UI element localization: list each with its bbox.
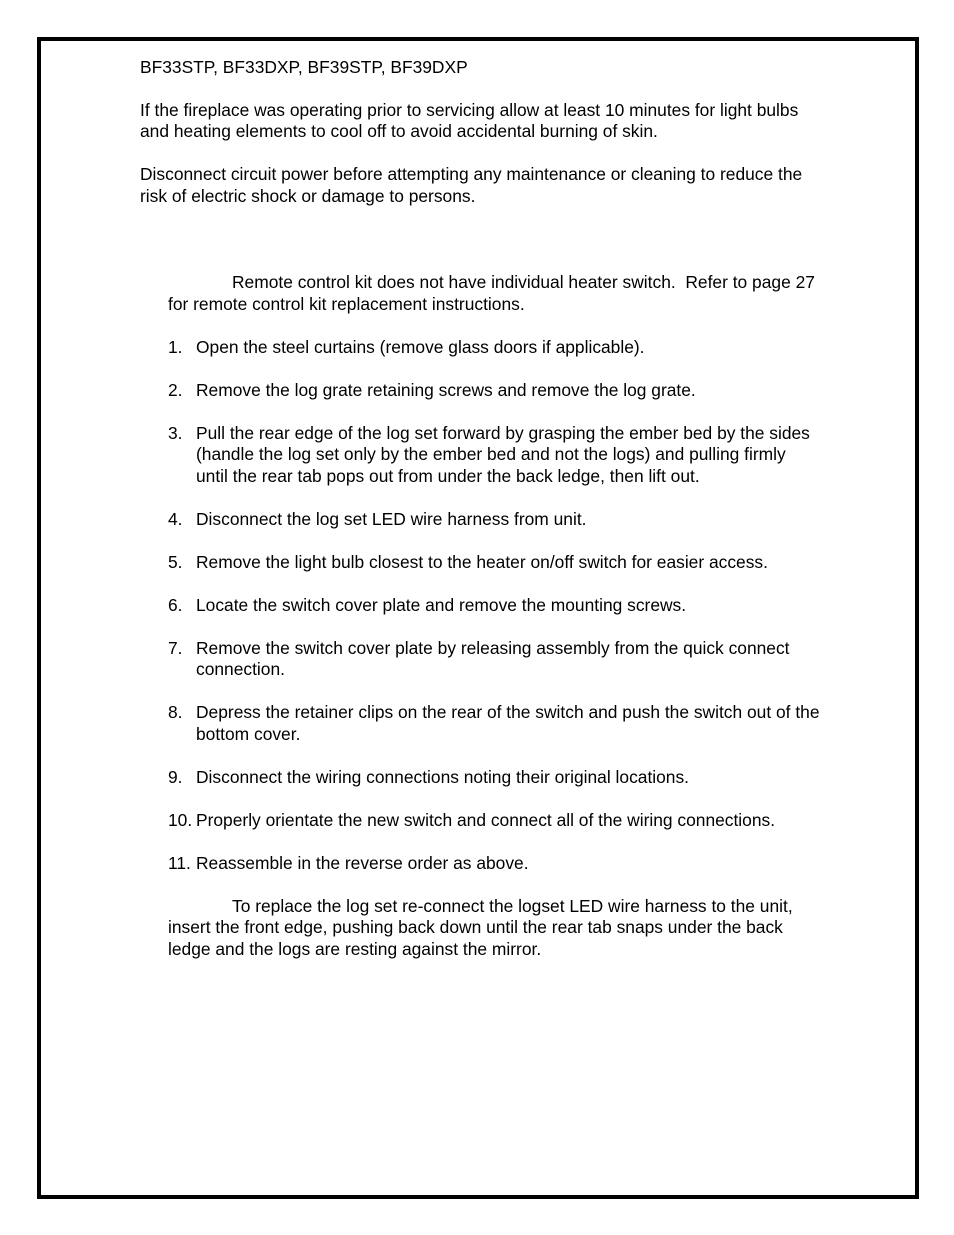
step-text: Depress the retainer clips on the rear of the switch and push the switch out of the bbox=[196, 702, 820, 722]
step-text: Pull the rear edge of the log set forward by grasping the ember bed by the sides bbox=[196, 423, 810, 443]
step-text: until the rear tab pops out from under the back ledge, then lift out. bbox=[196, 466, 700, 486]
cool-off-warning-line-2: and heating elements to cool off to avoid accidental burning of skin. bbox=[140, 121, 658, 141]
step-number: 7. bbox=[168, 638, 183, 658]
step-number: 4. bbox=[168, 509, 183, 529]
step-number: 2. bbox=[168, 380, 183, 400]
step-number: 6. bbox=[168, 595, 183, 615]
step-text: Disconnect the log set LED wire harness from unit. bbox=[196, 509, 587, 529]
step-text: Remove the light bulb closest to the heater on/off switch for easier access. bbox=[196, 552, 768, 572]
page-border bbox=[37, 37, 919, 1199]
disconnect-power-warning-line-1: Disconnect circuit power before attempting any maintenance or cleaning to reduce the bbox=[140, 164, 803, 184]
step-text: Properly orientate the new switch and connect all of the wiring connections. bbox=[196, 810, 776, 830]
step-text: Locate the switch cover plate and remove the mounting screws. bbox=[196, 595, 687, 615]
model-list-header: BF33STP, BF33DXP, BF39STP, BF39DXP bbox=[140, 57, 468, 77]
step-text: (handle the log set only by the ember bed and not the logs) and pulling firmly bbox=[196, 444, 786, 464]
step-text: Reassemble in the reverse order as above. bbox=[196, 853, 529, 873]
step-text: Remove the log grate retaining screws and remove the log grate. bbox=[196, 380, 696, 400]
remote-note-line-2: for remote control kit replacement instructions. bbox=[168, 294, 525, 314]
remote-note-line-1: Remote control kit does not have individual heater switch. Refer to page 27 bbox=[232, 272, 815, 292]
disconnect-power-warning-line-2: risk of electric shock or damage to persons. bbox=[140, 186, 476, 206]
step-text: bottom cover. bbox=[196, 724, 301, 744]
step-number: 10. bbox=[168, 810, 193, 830]
step-text: connection. bbox=[196, 659, 285, 679]
closing-note-line-3: ledge and the logs are resting against the mirror. bbox=[168, 939, 542, 959]
cool-off-warning-line-1: If the fireplace was operating prior to servicing allow at least 10 minutes for light bulbs bbox=[140, 100, 799, 120]
step-text: Open the steel curtains (remove glass doors if applicable). bbox=[196, 337, 645, 357]
step-text: Remove the switch cover plate by releasing assembly from the quick connect bbox=[196, 638, 790, 658]
step-text: Disconnect the wiring connections noting their original locations. bbox=[196, 767, 690, 787]
step-number: 11. bbox=[168, 853, 191, 873]
step-number: 1. bbox=[168, 337, 183, 357]
step-number: 8. bbox=[168, 702, 183, 722]
closing-note-line-1: To replace the log set re-connect the logset LED wire harness to the unit, bbox=[232, 896, 793, 916]
closing-note-line-2: insert the front edge, pushing back down until the rear tab snaps under the back bbox=[168, 917, 783, 937]
step-number: 5. bbox=[168, 552, 183, 572]
step-number: 9. bbox=[168, 767, 183, 787]
step-number: 3. bbox=[168, 423, 183, 443]
